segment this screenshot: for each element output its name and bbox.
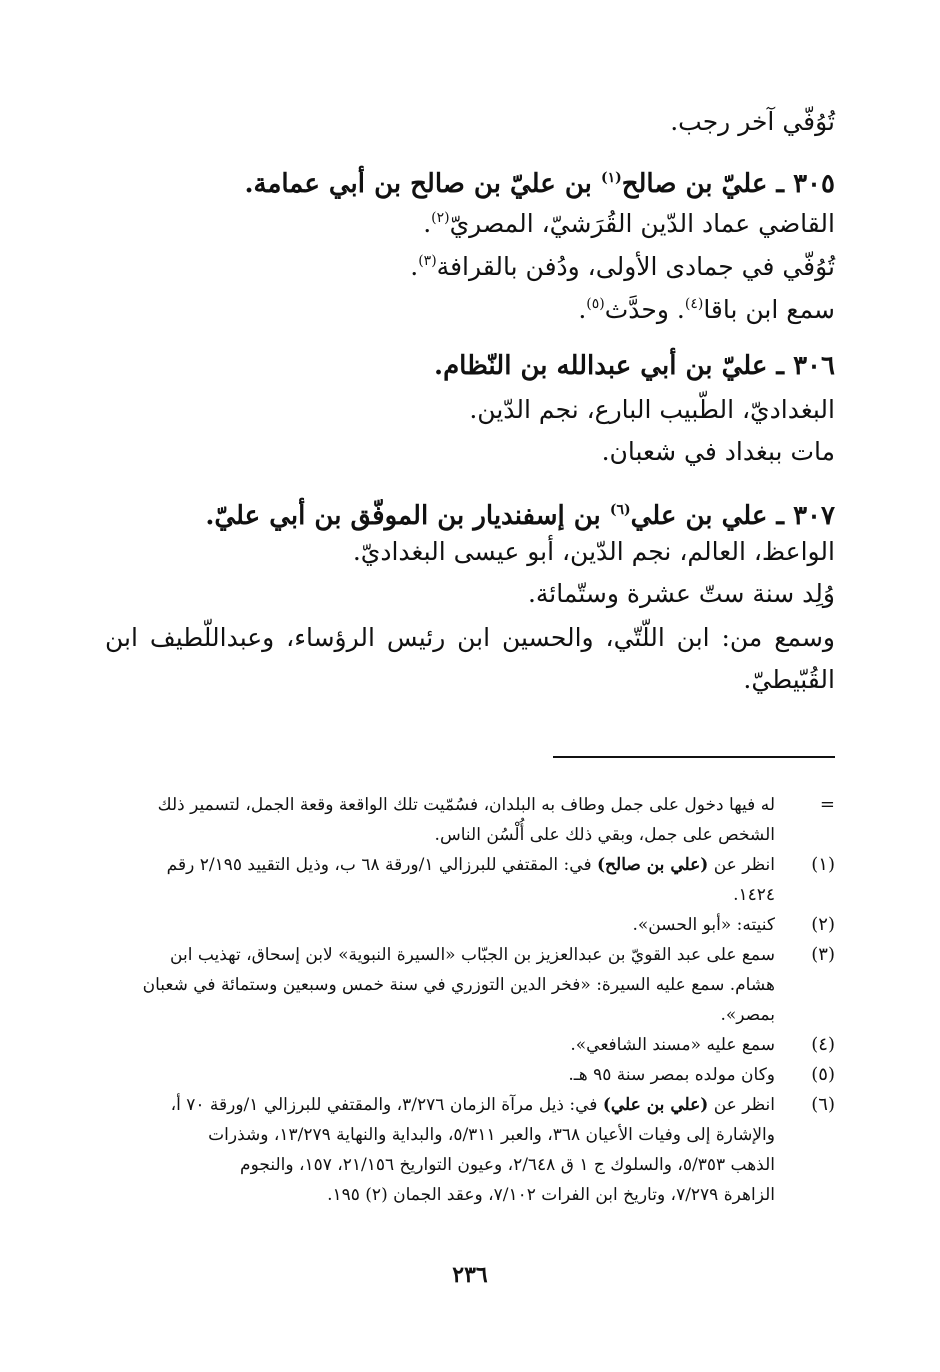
text-line: سمع ابن باقا$^{(٤)}$. وحدَّث$^{(٥)}$. [578, 295, 835, 324]
footnote-4 [105, 1030, 835, 1060]
footnote-text [105, 1090, 775, 1210]
entry-305-heading [244, 160, 835, 202]
footnote-text [105, 940, 775, 1030]
footnote-2 [105, 910, 835, 940]
text-line [670, 104, 835, 140]
footnote-separator [553, 756, 835, 758]
fn-line: ١٤٢٤. [733, 885, 775, 905]
fn-line: والإشارة إلى وفيات الأعيان ٣٦٨، والعبر ٥/٣١١، والبداية والنهاية ١٣/٢٧٩، وشذرات [208, 1125, 775, 1145]
text-l11: وُلِد سنة ستّ عشرة وستّمائة. [527, 579, 835, 608]
footnote-text: وكان مولده بمصر سنة ٩٥ هـ. [568, 1065, 775, 1085]
text-l10: الواعظ، العالم، نجم الدّين، أبو عيسى البغداديّ. [352, 537, 835, 566]
footnote-continued [105, 790, 835, 850]
entry-name-cont: بن إسفنديار بن الموفّق بن أبي عليّ. [205, 501, 601, 531]
entry-name: عليّ بن أبي عبدالله بن النّظام. [434, 351, 768, 381]
entry-306-heading [434, 348, 835, 384]
entry-number: ٣٠٦ ـ [776, 351, 835, 381]
text-l5a: سمع ابن باقا [703, 295, 835, 324]
fn-line: الزاهرة ٧/٢٧٩، وتاريخ ابن الفرات ٧/١٠٢، وعقد الجمان (٢) ١٩٥. [327, 1185, 775, 1205]
text-line [528, 576, 835, 612]
text-line: القاضي عماد الدّين القُرَشيّ، المصريّ$^{(٢)}$. [423, 209, 835, 238]
fn-line: الذهب ٥/٣٥٣، والسلوك ج ١ ق ٢/٦٤٨، وعيون التواريخ ٢١/١٥٦، ١٥٧، والنجوم [240, 1155, 775, 1175]
fn-rest: في: ذيل مرآة الزمان ٣/٢٧٦، والمقتفي للبرزالي ١/ورقة ٧٠ أ، [170, 1095, 598, 1115]
fn-line: سمع على عبد القويّ بن عبدالعزيز بن الجبّاب «السيرة النبوية» لابن إسحاق، تهذيب ابن [170, 945, 775, 965]
footnote-text [105, 790, 775, 850]
entry-number: ٣٠٥ ـ [776, 169, 835, 199]
footnote-mark: = [819, 794, 835, 815]
text-l1: تُوُفّي آخر رجب. [670, 107, 835, 136]
text-line [469, 392, 835, 428]
footnote-text: كنيته: «أبو الحسن». [632, 915, 775, 935]
text-line [353, 534, 835, 570]
text-l13: القُبّيطيّ. [743, 665, 835, 694]
fn-pre: انظر عن [713, 1095, 775, 1115]
footnote-mark: (٣) [811, 944, 835, 965]
footnote-ref: (٥) [586, 296, 605, 312]
text-l3: القاضي عماد الدّين القُرَشيّ، المصريّ [449, 209, 835, 238]
fn-rest: في: المقتفي للبرزالي ١/ورقة ٦٨ ب، وذيل التقييد ٢/١٩٥ رقم [166, 855, 592, 875]
fn-line: بمصر». [720, 1005, 775, 1025]
footnote-ref: (٦) [609, 502, 631, 518]
footnote-mark: (٥) [811, 1064, 835, 1085]
text-l5b: . وحدَّث [604, 295, 685, 324]
text-line: تُوُفّي في جمادى الأولى، ودُفن بالقرافة$^{(٣)}$. [410, 252, 835, 281]
text-line [602, 434, 835, 470]
footnotes [105, 790, 835, 1210]
footnote-ref: (٢) [431, 210, 450, 226]
footnote-3 [105, 940, 835, 1030]
fn-line: الشخص على جمل، وبقي ذلك على أُلْسُن الناس. [434, 825, 775, 845]
text-line [105, 620, 835, 656]
footnote-ref: (٤) [684, 296, 704, 312]
entry-number: ٣٠٧ ـ [776, 501, 835, 531]
footnote-text: سمع عليه «مسند الشافعي». [570, 1035, 775, 1055]
footnote-mark: (٤) [811, 1034, 835, 1055]
footnote-5 [105, 1060, 835, 1090]
text-l7: البغداديّ، الطّبيب البارع، نجم الدّين. [469, 395, 835, 424]
fn-bold: (علي بن صالح) [597, 855, 709, 875]
entry-307-heading [205, 492, 835, 534]
footnote-6 [105, 1090, 835, 1210]
text-l8: مات ببغداد في شعبان. [601, 437, 835, 466]
fn-line: له فيها دخول على جمل وطاف به البلدان، فسُمّيت تلك الواقعة وقعة الجمل، لتسمير ذلك [157, 795, 775, 815]
footnote-mark: (١) [811, 854, 835, 875]
entry-name: علي بن علي [630, 501, 768, 531]
text-l12: وسمع من: ابن اللّتّي، والحسين ابن رئيس الرؤساء، وعبداللّطيف ابن [105, 623, 835, 652]
footnote-ref: (٣) [418, 253, 437, 269]
footnote-mark: (٦) [811, 1094, 835, 1115]
fn-line: هشام. سمع عليه السيرة: «فخر الدين التوزري في سنة خمس وسبعين وستمائة في شعبان [142, 975, 775, 995]
page-number: ٢٣٦ [452, 1262, 488, 1288]
entry-name: عليّ بن صالح [621, 169, 768, 199]
footnote-1 [105, 850, 835, 910]
entry-name-cont: بن عليّ بن صالح بن أبي عمامة. [244, 169, 592, 199]
fn-line [105, 1090, 775, 1120]
footnote-mark: (٢) [811, 914, 835, 935]
fn-line [105, 850, 775, 880]
text-l4: تُوُفّي في جمادى الأولى، ودُفن بالقرافة [436, 252, 835, 281]
fn-bold: (علي بن علي) [602, 1095, 709, 1115]
footnote-ref: (١) [600, 170, 622, 186]
text-line [743, 662, 835, 698]
footnote-text [105, 850, 775, 910]
fn-pre: انظر عن [713, 855, 775, 875]
